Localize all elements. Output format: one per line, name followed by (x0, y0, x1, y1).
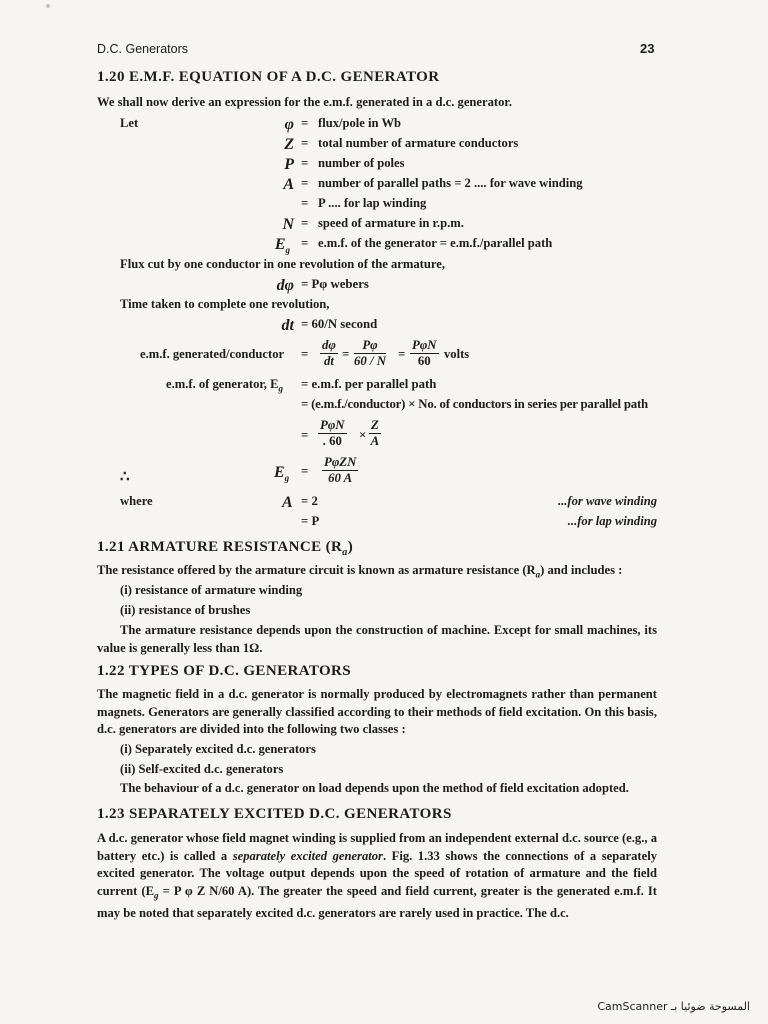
emf-conductor-label: e.m.f. generated/conductor (140, 347, 285, 361)
section-heading-1-21: 1.21 ARMATURE RESISTANCE $(R_a)$ (97, 539, 354, 558)
def-symbol: φ (284, 116, 294, 133)
def-symbol: Z (284, 136, 294, 153)
equals-sign: = (301, 464, 309, 478)
def-symbol: P (284, 156, 294, 173)
def-equals: = (301, 236, 309, 250)
fraction-dphi-dt: $\frac{d\varphi}{dt}$ (322, 338, 336, 368)
fraction-pphizn-60a: PφZN 60 A (324, 455, 357, 485)
armature-resistance-intro: The resistance offered by the armature circuit is known as armature resistance $(R_a)$ and includes : (97, 563, 623, 580)
equals-sign: = (301, 347, 309, 361)
section-heading-1-23: 1.23 SEPARATELY EXCITED D.C. GENERATORS (97, 806, 452, 822)
let-label: Let (120, 116, 139, 130)
intro-text: We shall now derive an expression for the e.m.f. generated in a d.c. generator. (97, 95, 512, 109)
times-sign: × (359, 428, 367, 442)
a-equals-2: = 2 (301, 494, 318, 508)
dphi-value: = Pφ webers (301, 277, 369, 291)
therefore-sign: ∴ (120, 469, 130, 485)
volts-label: volts (444, 347, 470, 361)
armature-resistance-paragraph: The armature resistance depends upon the construction of machine. Except for small machines, its value is generally less than 1Ω. (97, 623, 657, 655)
def-text: P .... for lap winding (318, 196, 427, 210)
def-text: number of parallel paths = 2 .... for wave winding (318, 176, 583, 190)
list-item: (ii) resistance of brushes (120, 603, 251, 617)
list-item: (ii) Self-excited d.c. generators (120, 762, 284, 776)
def-equals: = (301, 196, 309, 210)
dt-value: = 60/N second (301, 317, 378, 331)
fraction-z-a: $\frac{Z}{A}$ (370, 418, 380, 448)
def-equals: = (301, 136, 309, 150)
def-symbol: $E_g$ (274, 236, 290, 256)
types-paragraph: The magnetic field in a d.c. generator is normally produced by electromagnets rather than permanent magnets. Generators are generally classified according to their methods of field excitation. On this basis, d.c. generators are divided into the following two classes : (97, 687, 657, 736)
separately-excited-paragraph: A d.c. generator whose field magnet winding is supplied from an independent external d.c. source (e.g., a battery etc.) is called a separately excited generator. Fig. 1.33 shows the connections of a separately excited generator. The voltage output depends upon the speed of rotation of armature and the field current ($E_g = P$ φ Z N/60 A). The greater the speed and field current, greater is the generated e.m.f. It may be noted that separately excited d.c. generators are rarely used in practice. The d.c. (97, 831, 657, 920)
def-equals: = (301, 216, 309, 230)
section-heading-1-20: 1.20 E.M.F. EQUATION OF A D.C. GENERATOR (97, 69, 440, 85)
a-equals-p: = P (301, 514, 320, 528)
equals-sign: = (301, 428, 309, 442)
section-heading-1-22: 1.22 TYPES OF D.C. GENERATORS (97, 663, 352, 679)
list-item: (i) resistance of armature winding (120, 583, 303, 597)
a-symbol: A (282, 494, 293, 511)
def-symbol: N (282, 216, 294, 233)
scan-speck (46, 4, 50, 8)
fraction-pphin-60-b: PφN . 60 (320, 418, 345, 448)
def-text: number of poles (318, 156, 405, 170)
wave-winding-note: ...for wave winding (557, 494, 657, 508)
def-equals: = (301, 176, 309, 190)
eg-symbol: $E_g$ (274, 464, 290, 484)
emf-generator-rhs-1: = e.m.f. per parallel path (301, 377, 437, 391)
time-text: Time taken to complete one revolution, (120, 297, 330, 311)
def-text: total number of armature conductors (318, 136, 519, 150)
where-label: where (120, 494, 153, 508)
def-symbol: A (283, 176, 294, 193)
dt-symbol: dt (281, 317, 294, 334)
fraction-pphin-60: PφN 60 (412, 338, 437, 368)
page-number: 23 (640, 41, 655, 56)
dphi-symbol: dφ (276, 277, 294, 294)
flux-cut-text: Flux cut by one conductor in one revolution of the armature, (120, 257, 445, 271)
equals-sign: = (342, 347, 350, 361)
emf-generator-label: e.m.f. of generator, $E_g$ (166, 377, 283, 394)
def-equals: = (301, 116, 309, 130)
def-text: e.m.f. of the generator = e.m.f./parallel path (318, 236, 553, 250)
def-text: speed of armature in r.p.m. (318, 216, 464, 230)
running-title: D.C. Generators (97, 42, 189, 56)
equals-sign: = (398, 347, 406, 361)
def-text: flux/pole in Wb (318, 116, 402, 130)
def-equals: = (301, 156, 309, 170)
list-item: (i) Separately excited d.c. generators (120, 742, 316, 756)
camscanner-watermark: CamScanner المسوحة ضوئيا بـ (597, 1000, 750, 1013)
lap-winding-note: ...for lap winding (567, 514, 657, 528)
behaviour-paragraph: The behaviour of a d.c. generator on load depends upon the method of field excitation adopted. (120, 781, 629, 795)
fraction-pphi-60n: $\frac{P\varphi}{60 / N}$ (354, 338, 386, 368)
emf-generator-rhs-2: = (e.m.f./conductor) × No. of conductors in series per parallel path (301, 397, 648, 411)
